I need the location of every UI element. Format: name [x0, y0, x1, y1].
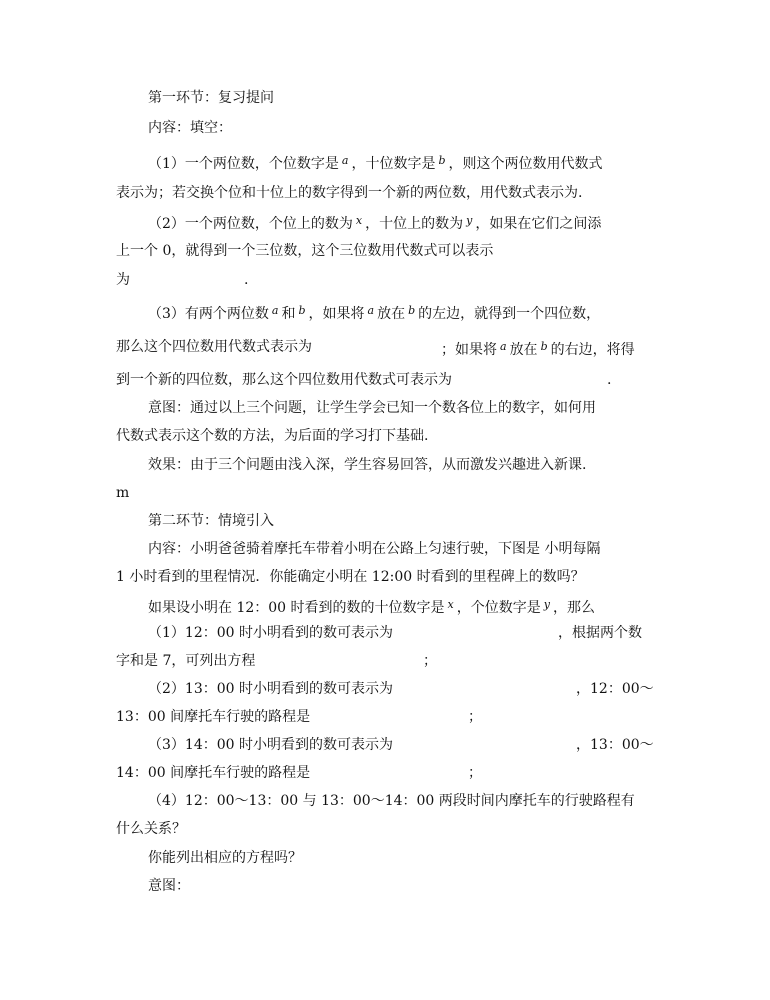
intent-1-line-2: 代数式表示这个数的方法，为后面的学习打下基础. — [116, 428, 429, 444]
s2-item1-line-1: （1）12：00 时小明看到的数可表示为 — [148, 625, 393, 641]
s2-assume-line: 如果设小明在 12：00 时看到的数的十位数字是 $^x$ ，个位数字是 $^y$ ，那么 — [148, 598, 595, 616]
s2-item4-line-2: 什么关系？ — [116, 821, 186, 837]
s2-item3-line-1-right: ，13：00～ — [576, 737, 654, 753]
q1-line-1: （1）一个两位数，个位数字是 $^a$ ，十位数字是 $^b$ ，则这个两位数用代数式 — [148, 154, 603, 172]
s2-item1-line-2: 字和是 7，可列出方程 — [116, 653, 256, 669]
q3-line-1: （3）有两个两位数 $^a$ 和 $^b$ ，如果将 $^a$ 放在 $^b$ 的左边，就得到一个四位数， — [148, 304, 601, 322]
q3-period: . — [607, 372, 612, 388]
s2-item1-semicolon: ； — [423, 653, 437, 669]
section-2-heading: 第二环节：情境引入 — [148, 513, 274, 529]
q3-line-3: 到一个新的四位数，那么这个四位数用代数式可表示为 — [116, 372, 452, 388]
intent-1-line-1: 意图：通过以上三个问题，让学生学会已知一个数各位上的数字，如何用 — [148, 400, 596, 416]
q3-line-2-right: ；如果将 $^a$ 放在 $^b$ 的右边，将得 — [441, 340, 635, 358]
s2-intent-label: 意图： — [148, 878, 190, 894]
s2-item2-line-1-right: ，12：00～ — [576, 681, 654, 697]
section-1-heading: 第一环节：复习提问 — [148, 90, 274, 106]
q2-line-3: 为 — [116, 272, 130, 288]
s2-item3-semicolon: ； — [468, 765, 482, 781]
q2-line-2: 上一个 0，就得到一个三位数，这个三位数用代数式可以表示 — [116, 243, 494, 259]
s2-item2-line-1: （2）13：00 时小明看到的数可表示为 — [148, 681, 393, 697]
q2-line-1: （2）一个两位数，个位上的数为 $^x$ ，十位上的数为 $^y$ ，如果在它们之间添 — [148, 214, 602, 232]
q3-line-2-left: 那么这个四位数用代数式表示为 — [116, 339, 312, 355]
s2-item2-semicolon: ； — [468, 709, 482, 725]
s2-item4-line-1: （4）12：00～13：00 与 13：00～14：00 两段时间内摩托车的行驶路程有 — [148, 793, 635, 809]
s2-item3-line-2: 14：00 间摩托车行驶的路程是 — [116, 765, 311, 781]
stray-m: m — [116, 485, 130, 501]
s2-item3-line-1: （3）14：00 时小明看到的数可表示为 — [148, 737, 393, 753]
q2-period: . — [244, 272, 249, 288]
effect-line: 效果：由于三个问题由浅入深，学生容易回答，从而激发兴趣进入新课. — [148, 457, 587, 473]
s2-item1-line-1-right: ，根据两个数 — [558, 625, 642, 641]
q1-line-2: 表示为；若交换个位和十位上的数字得到一个新的两位数，用代数式表示为. — [116, 185, 583, 201]
section-1-content-label: 内容：填空： — [148, 120, 232, 136]
s2-question: 你能列出相应的方程吗？ — [148, 850, 302, 866]
s2-item2-line-2: 13：00 间摩托车行驶的路程是 — [116, 709, 311, 725]
s2-content-line-1: 内容：小明爸爸骑着摩托车带着小明在公路上匀速行驶，下图是 小明每隔 — [148, 541, 601, 557]
s2-content-line-2: 1 小时看到的里程情况．你能确定小明在 12:00 时看到的里程碑上的数吗？ — [116, 569, 585, 585]
